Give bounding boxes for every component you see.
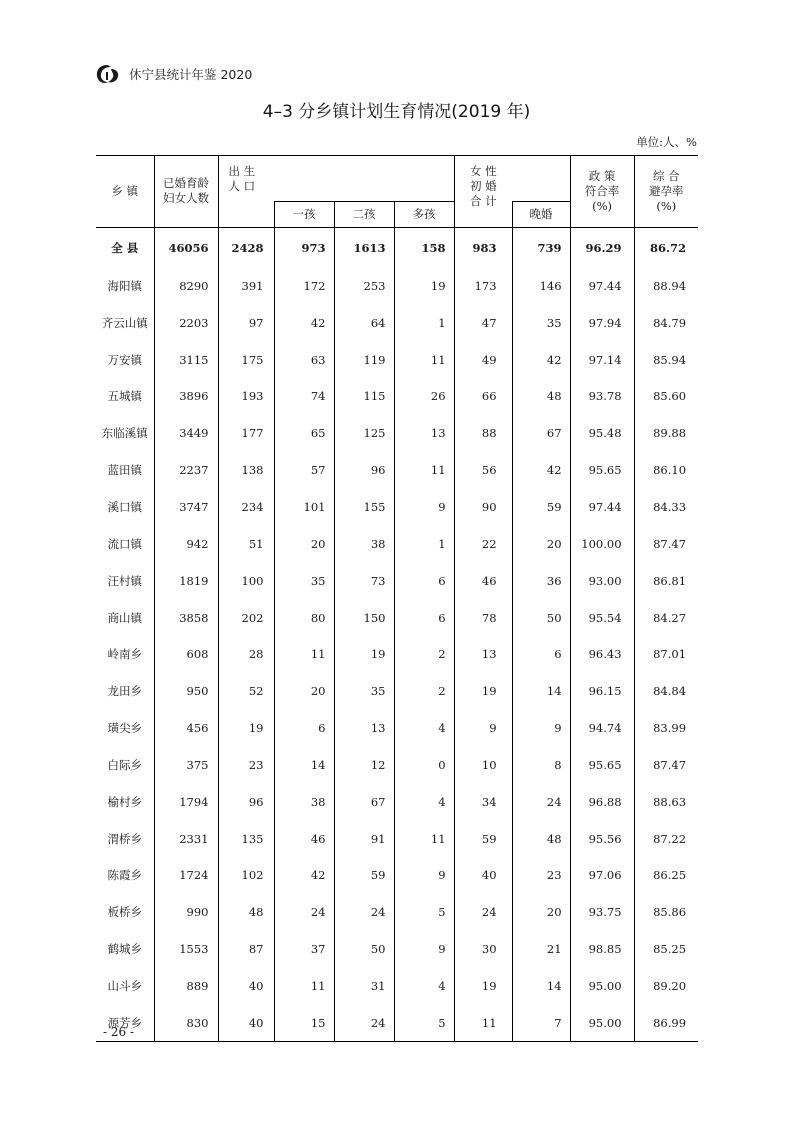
value-cell: 98.85 (570, 931, 634, 968)
table-row (96, 452, 698, 489)
value-cell: 57 (274, 452, 334, 489)
value-cell: 88.94 (634, 268, 698, 305)
value-cell: 50 (334, 931, 394, 968)
unit-label: 单位:人、% (636, 135, 697, 149)
value-cell: 65 (274, 415, 334, 452)
value-cell: 9 (394, 489, 454, 526)
table-row (96, 673, 698, 710)
value-cell: 96.15 (570, 673, 634, 710)
township-name-cell: 蓝田镇 (107, 463, 142, 478)
table-row (96, 562, 698, 599)
township-name-cell: 汪村镇 (107, 573, 142, 588)
value-cell: 20 (274, 673, 334, 710)
col-births-sub (218, 201, 274, 227)
value-cell: 86.25 (634, 857, 698, 894)
value-cell: 66 (454, 378, 512, 415)
value-cell: 119 (334, 341, 394, 378)
table-row (96, 894, 698, 931)
value-cell: 42 (512, 341, 570, 378)
value-cell: 4 (394, 783, 454, 820)
value-cell: 26 (394, 378, 454, 415)
value-cell: 95.65 (570, 452, 634, 489)
table-row (96, 415, 698, 452)
value-cell: 2428 (218, 227, 274, 268)
value-cell: 40 (218, 1004, 274, 1041)
value-cell: 4 (394, 968, 454, 1005)
value-cell: 19 (218, 710, 274, 747)
value-cell: 15 (274, 1004, 334, 1041)
township-name-cell: 板桥乡 (107, 905, 142, 920)
value-cell: 24 (334, 894, 394, 931)
value-cell: 67 (334, 783, 394, 820)
table-row (96, 710, 698, 747)
value-cell: 52 (218, 673, 274, 710)
value-cell: 87.47 (634, 525, 698, 562)
value-cell: 59 (454, 820, 512, 857)
value-cell: 172 (274, 268, 334, 305)
table-row (96, 746, 698, 783)
value-cell: 3858 (154, 599, 218, 636)
value-cell: 42 (274, 304, 334, 341)
col-female-blank (512, 156, 570, 202)
township-name-cell: 山斗乡 (107, 978, 142, 993)
value-cell: 102 (218, 857, 274, 894)
value-cell: 9 (394, 857, 454, 894)
col-multi-child: 多孩 (394, 201, 454, 227)
value-cell: 86.99 (634, 1004, 698, 1041)
value-cell: 40 (218, 968, 274, 1005)
value-cell: 47 (454, 304, 512, 341)
value-cell: 2 (394, 673, 454, 710)
value-cell: 983 (454, 227, 512, 268)
value-cell: 193 (218, 378, 274, 415)
value-cell: 150 (334, 599, 394, 636)
yearbook-logo-icon (93, 62, 123, 86)
value-cell: 97 (218, 304, 274, 341)
value-cell: 1724 (154, 857, 218, 894)
table-row (96, 636, 698, 673)
value-cell: 42 (274, 857, 334, 894)
value-cell: 46 (454, 562, 512, 599)
value-cell: 74 (274, 378, 334, 415)
value-cell: 87.47 (634, 746, 698, 783)
col-contraception-rate: 综 合 避孕率 (%) (634, 156, 698, 228)
value-cell: 100.00 (570, 525, 634, 562)
value-cell: 11 (394, 820, 454, 857)
value-cell: 20 (274, 525, 334, 562)
township-name-cell: 龙田乡 (107, 684, 142, 699)
value-cell: 889 (154, 968, 218, 1005)
value-cell: 14 (512, 673, 570, 710)
township-name-cell: 全 县 (111, 240, 139, 255)
value-cell: 135 (218, 820, 274, 857)
township-name-cell: 渭桥乡 (107, 831, 142, 846)
value-cell: 59 (512, 489, 570, 526)
value-cell: 88.63 (634, 783, 698, 820)
township-name-cell: 鹤城乡 (107, 942, 142, 957)
family-planning-table (96, 155, 698, 1042)
page-title: 4–3 分乡镇计划生育情况(2019 年) (262, 102, 531, 122)
value-cell: 990 (154, 894, 218, 931)
value-cell: 38 (274, 783, 334, 820)
value-cell: 96.88 (570, 783, 634, 820)
value-cell: 175 (218, 341, 274, 378)
value-cell: 9 (512, 710, 570, 747)
value-cell: 96 (218, 783, 274, 820)
township-name-cell: 璜尖乡 (107, 721, 142, 736)
value-cell: 94.74 (570, 710, 634, 747)
value-cell: 95.56 (570, 820, 634, 857)
value-cell: 3747 (154, 489, 218, 526)
value-cell: 89.20 (634, 968, 698, 1005)
value-cell: 97.44 (570, 268, 634, 305)
value-cell: 93.75 (570, 894, 634, 931)
township-name-cell: 五城镇 (107, 389, 142, 404)
value-cell: 50 (512, 599, 570, 636)
col-township: 乡 镇 (96, 156, 154, 228)
value-cell: 146 (512, 268, 570, 305)
page-header (93, 62, 252, 86)
value-cell: 9 (454, 710, 512, 747)
value-cell: 10 (454, 746, 512, 783)
value-cell: 87 (218, 931, 274, 968)
value-cell: 11 (454, 1004, 512, 1041)
value-cell: 100 (218, 562, 274, 599)
value-cell: 67 (512, 415, 570, 452)
col-policy-rate: 政 策 符合率 (%) (570, 156, 634, 228)
value-cell: 20 (512, 525, 570, 562)
value-cell: 4 (394, 710, 454, 747)
table-row (96, 304, 698, 341)
value-cell: 6 (394, 599, 454, 636)
value-cell: 89.88 (634, 415, 698, 452)
col-second-child: 二孩 (334, 201, 394, 227)
value-cell: 20 (512, 894, 570, 931)
township-name-cell: 源芳乡 (96, 1004, 154, 1041)
page-number: - 26 - (103, 1025, 135, 1039)
value-cell: 48 (512, 378, 570, 415)
value-cell: 35 (334, 673, 394, 710)
table-row (96, 1004, 698, 1041)
total-row (96, 227, 698, 268)
value-cell: 49 (454, 341, 512, 378)
value-cell: 97.94 (570, 304, 634, 341)
value-cell: 88 (454, 415, 512, 452)
value-cell: 973 (274, 227, 334, 268)
value-cell: 1553 (154, 931, 218, 968)
value-cell: 19 (454, 968, 512, 1005)
value-cell: 56 (454, 452, 512, 489)
value-cell: 85.25 (634, 931, 698, 968)
col-married-women: 已婚育龄 妇女人数 (154, 156, 218, 228)
value-cell: 138 (218, 452, 274, 489)
value-cell: 30 (454, 931, 512, 968)
value-cell: 48 (512, 820, 570, 857)
value-cell: 2237 (154, 452, 218, 489)
value-cell: 21 (512, 931, 570, 968)
value-cell: 11 (394, 452, 454, 489)
col-births: 出 生 人 口 (218, 156, 274, 202)
value-cell: 3449 (154, 415, 218, 452)
value-cell: 1 (394, 304, 454, 341)
value-cell: 87.22 (634, 820, 698, 857)
table-row (96, 783, 698, 820)
value-cell: 86.72 (634, 227, 698, 268)
value-cell: 375 (154, 746, 218, 783)
value-cell: 2 (394, 636, 454, 673)
value-cell: 96 (334, 452, 394, 489)
col-births-blank (274, 156, 454, 202)
value-cell: 950 (154, 673, 218, 710)
value-cell: 97.06 (570, 857, 634, 894)
value-cell: 6 (512, 636, 570, 673)
value-cell: 24 (512, 783, 570, 820)
table-row (96, 525, 698, 562)
value-cell: 8290 (154, 268, 218, 305)
value-cell: 96.43 (570, 636, 634, 673)
value-cell: 24 (334, 1004, 394, 1041)
value-cell: 13 (454, 636, 512, 673)
col-first-child: 一孩 (274, 201, 334, 227)
value-cell: 64 (334, 304, 394, 341)
value-cell: 83.99 (634, 710, 698, 747)
value-cell: 19 (394, 268, 454, 305)
value-cell: 36 (512, 562, 570, 599)
value-cell: 19 (334, 636, 394, 673)
value-cell: 48 (218, 894, 274, 931)
table-header (96, 156, 698, 228)
value-cell: 97.14 (570, 341, 634, 378)
value-cell: 85.86 (634, 894, 698, 931)
yearbook-title: 休宁县统计年鉴 2020 (129, 67, 253, 82)
value-cell: 93.78 (570, 378, 634, 415)
table-row (96, 378, 698, 415)
value-cell: 13 (394, 415, 454, 452)
value-cell: 11 (274, 968, 334, 1005)
township-name-cell: 流口镇 (107, 536, 142, 551)
value-cell: 22 (454, 525, 512, 562)
township-name-cell: 陈霞乡 (107, 868, 142, 883)
value-cell: 95.48 (570, 415, 634, 452)
value-cell: 6 (274, 710, 334, 747)
value-cell: 93.00 (570, 562, 634, 599)
value-cell: 2331 (154, 820, 218, 857)
value-cell: 13 (334, 710, 394, 747)
value-cell: 97.44 (570, 489, 634, 526)
value-cell: 2203 (154, 304, 218, 341)
value-cell: 1819 (154, 562, 218, 599)
value-cell: 34 (454, 783, 512, 820)
value-cell: 95.54 (570, 599, 634, 636)
table-row (96, 268, 698, 305)
value-cell: 35 (512, 304, 570, 341)
value-cell: 115 (334, 378, 394, 415)
value-cell: 3896 (154, 378, 218, 415)
township-name-cell: 榆村乡 (107, 794, 142, 809)
value-cell: 739 (512, 227, 570, 268)
township-name-cell: 白际乡 (107, 757, 142, 772)
township-name-cell: 齐云山镇 (101, 315, 148, 330)
value-cell: 7 (512, 1004, 570, 1041)
value-cell: 31 (334, 968, 394, 1005)
value-cell: 95.00 (570, 1004, 634, 1041)
value-cell: 96.29 (570, 227, 634, 268)
value-cell: 234 (218, 489, 274, 526)
value-cell: 84.33 (634, 489, 698, 526)
value-cell: 86.10 (634, 452, 698, 489)
table-row (96, 968, 698, 1005)
value-cell: 1613 (334, 227, 394, 268)
value-cell: 59 (334, 857, 394, 894)
value-cell: 8 (512, 746, 570, 783)
value-cell: 84.27 (634, 599, 698, 636)
value-cell: 1794 (154, 783, 218, 820)
township-name-cell: 岭南乡 (107, 647, 142, 662)
table-row (96, 931, 698, 968)
value-cell: 253 (334, 268, 394, 305)
value-cell: 38 (334, 525, 394, 562)
value-cell: 608 (154, 636, 218, 673)
value-cell: 158 (394, 227, 454, 268)
value-cell: 24 (454, 894, 512, 931)
value-cell: 3115 (154, 341, 218, 378)
value-cell: 14 (274, 746, 334, 783)
value-cell: 155 (334, 489, 394, 526)
value-cell: 173 (454, 268, 512, 305)
value-cell: 0 (394, 746, 454, 783)
value-cell: 73 (334, 562, 394, 599)
value-cell: 95.00 (570, 968, 634, 1005)
value-cell: 23 (218, 746, 274, 783)
table-body (96, 227, 698, 1042)
value-cell: 830 (154, 1004, 218, 1041)
value-cell: 37 (274, 931, 334, 968)
value-cell: 63 (274, 341, 334, 378)
table-row (96, 857, 698, 894)
value-cell: 86.81 (634, 562, 698, 599)
value-cell: 40 (454, 857, 512, 894)
value-cell: 942 (154, 525, 218, 562)
value-cell: 14 (512, 968, 570, 1005)
value-cell: 9 (394, 931, 454, 968)
value-cell: 87.01 (634, 636, 698, 673)
value-cell: 5 (394, 1004, 454, 1041)
value-cell: 23 (512, 857, 570, 894)
value-cell: 456 (154, 710, 218, 747)
value-cell: 84.79 (634, 304, 698, 341)
township-name-cell: 万安镇 (107, 352, 142, 367)
table-row (96, 489, 698, 526)
value-cell: 46 (274, 820, 334, 857)
value-cell: 125 (334, 415, 394, 452)
value-cell: 85.94 (634, 341, 698, 378)
value-cell: 24 (274, 894, 334, 931)
table-row (96, 820, 698, 857)
value-cell: 202 (218, 599, 274, 636)
value-cell: 42 (512, 452, 570, 489)
value-cell: 51 (218, 525, 274, 562)
value-cell: 80 (274, 599, 334, 636)
value-cell: 1 (394, 525, 454, 562)
value-cell: 28 (218, 636, 274, 673)
township-name-cell: 东临溪镇 (101, 426, 148, 441)
col-late-marriage: 晚婚 (512, 201, 570, 227)
value-cell: 5 (394, 894, 454, 931)
value-cell: 95.65 (570, 746, 634, 783)
township-name-cell: 海阳镇 (107, 278, 142, 293)
value-cell: 19 (454, 673, 512, 710)
value-cell: 11 (274, 636, 334, 673)
table-row (96, 599, 698, 636)
value-cell: 78 (454, 599, 512, 636)
value-cell: 91 (334, 820, 394, 857)
value-cell: 6 (394, 562, 454, 599)
value-cell: 11 (394, 341, 454, 378)
township-name-cell: 溪口镇 (107, 499, 142, 514)
value-cell: 85.60 (634, 378, 698, 415)
value-cell: 46056 (154, 227, 218, 268)
value-cell: 391 (218, 268, 274, 305)
table-row (96, 341, 698, 378)
value-cell: 177 (218, 415, 274, 452)
value-cell: 12 (334, 746, 394, 783)
township-name-cell: 商山镇 (107, 610, 142, 625)
value-cell: 35 (274, 562, 334, 599)
value-cell: 90 (454, 489, 512, 526)
value-cell: 84.84 (634, 673, 698, 710)
value-cell: 101 (274, 489, 334, 526)
col-female-first-marriage: 女 性 初 婚 合 计 (454, 156, 512, 202)
